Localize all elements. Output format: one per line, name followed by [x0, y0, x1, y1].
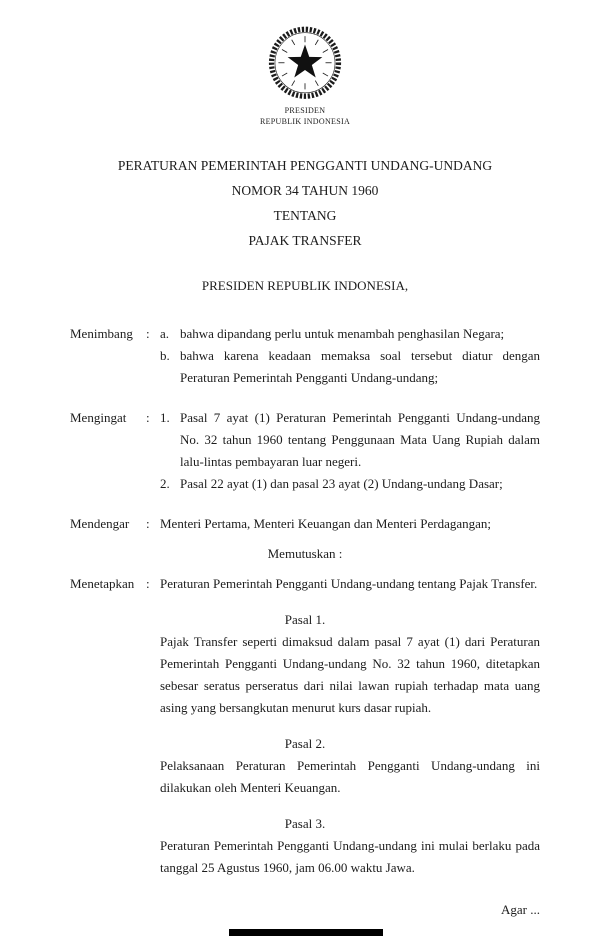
seal-org: PRESIDEN — [284, 106, 326, 115]
title-line-tentang: TENTANG — [273, 208, 337, 223]
section-colon: : — [146, 326, 150, 341]
item-text: bahwa dipandang perlu untuk menambah penghasilan Negara; — [180, 326, 505, 341]
item-marker: a. — [160, 326, 170, 341]
pasal-1-body: Pajak Transfer seperti dimaksud dalam pasal 7 ayat (1) dari Peraturan Pemerintah Pengganti Undang-undang No. 32 tahun 1960, ditetapkan sebesar seratus perseratus dari nilai lawan rupiah terhadap mata uang asing yang bersangkutan menurut kurs dasar rupiah. — [160, 634, 540, 715]
mengingat-items — [160, 407, 540, 495]
item-marker: 2. — [160, 476, 170, 491]
item-text: bahwa karena keadaan memaksa soal tersebut diatur dengan Peraturan Pemerintah Pengganti Undang-undang; — [180, 348, 540, 385]
pasal-2-body: Pelaksanaan Peraturan Pemerintah Pengganti Undang-undang ini dilakukan oleh Menteri Keuangan. — [160, 758, 540, 795]
section-colon: : — [146, 410, 150, 425]
item-marker: 1. — [160, 410, 170, 425]
page-bottom-bar — [229, 929, 383, 936]
opening-line: PRESIDEN REPUBLIK INDONESIA, — [201, 278, 409, 293]
list-item — [160, 473, 540, 495]
pasal-3-heading: Pasal 3. — [284, 816, 326, 831]
mengingat-section — [70, 407, 540, 495]
memutuskan-line: Memutuskan : — [267, 546, 343, 561]
pasal-3-section — [70, 813, 540, 879]
item-marker: b. — [160, 348, 170, 363]
menimbang-items — [160, 323, 540, 389]
catchword: Agar ... — [501, 902, 540, 917]
national-emblem-icon — [267, 24, 343, 100]
title-line-number: NOMOR 34 TAHUN 1960 — [231, 183, 379, 198]
list-item — [160, 345, 540, 389]
list-item — [160, 323, 540, 345]
pasal-1-section — [70, 609, 540, 719]
list-item — [160, 407, 540, 473]
title-line-subject: PAJAK TRANSFER — [248, 233, 362, 248]
section-colon: : — [146, 576, 150, 591]
menimbang-section — [70, 323, 540, 389]
pasal-1-heading: Pasal 1. — [284, 612, 326, 627]
item-text: Pasal 7 ayat (1) Peraturan Pemerintah Pengganti Undang-undang No. 32 tahun 1960 tentang Penggunaan Mata Uang Rupiah dalam lalu-lintas pembayaran luar negeri. — [180, 410, 540, 469]
mendengar-section — [70, 513, 540, 535]
item-text: Pasal 22 ayat (1) dan pasal 23 ayat (2) Undang-undang Dasar; — [180, 476, 503, 491]
section-label-menimbang: Menimbang — [70, 326, 133, 341]
document-title — [70, 153, 540, 253]
pasal-2-section — [70, 733, 540, 799]
pasal-3-body: Peraturan Pemerintah Pengganti Undang-undang ini mulai berlaku pada tanggal 25 Agustus 1960, jam 06.00 waktu Jawa. — [160, 838, 540, 875]
title-line-regulation: PERATURAN PEMERINTAH PENGGANTI UNDANG-UNDANG — [117, 158, 493, 173]
menetapkan-text: Peraturan Pemerintah Pengganti Undang-undang tentang Pajak Transfer. — [160, 576, 538, 591]
mendengar-text: Menteri Pertama, Menteri Keuangan dan Menteri Perdagangan; — [160, 516, 492, 531]
section-label-mengingat: Mengingat — [70, 410, 127, 425]
menetapkan-section — [70, 573, 540, 595]
section-label-mendengar: Mendengar — [70, 516, 130, 531]
seal-country: REPUBLIK INDONESIA — [259, 117, 351, 126]
section-label-menetapkan: Menetapkan — [70, 576, 135, 591]
pasal-2-heading: Pasal 2. — [284, 736, 326, 751]
section-colon: : — [146, 516, 150, 531]
presidential-seal — [70, 24, 540, 127]
